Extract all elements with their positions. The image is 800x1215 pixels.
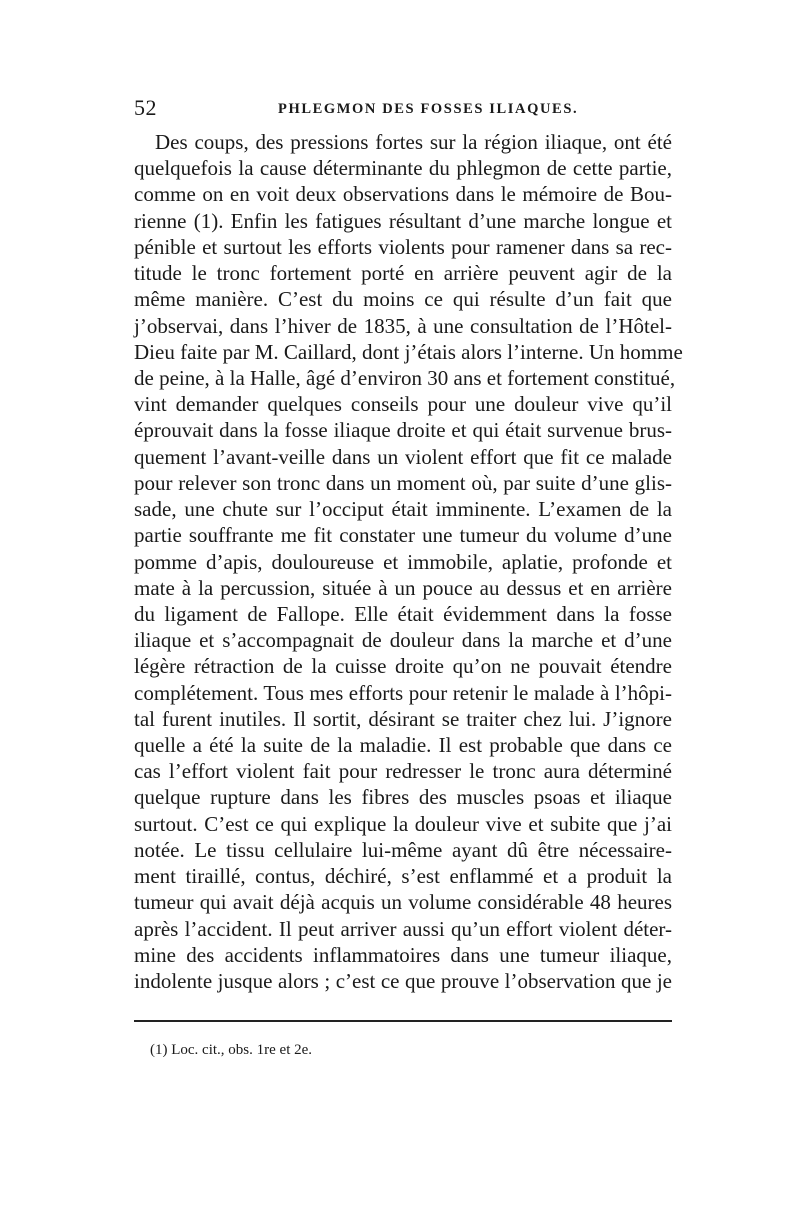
body-text [134, 129, 683, 994]
text-line: cas l’effort violent fait pour redresser le tronc aura déterminé [134, 759, 672, 784]
text-line: pomme d’apis, douloureuse et immobile, aplatie, profonde et [134, 549, 672, 574]
text-line: tal furent inutiles. Il sortit, désirant se traiter chez lui. J’ignore [134, 706, 672, 731]
text-line: titude le tronc fortement porté en arrière peuvent agir de la [134, 261, 672, 286]
text-line: de peine, à la Halle, âgé d’environ 30 ans et fortement constitué, [134, 365, 676, 390]
text-line: pour relever son tronc dans un moment où, par suite d’une glis- [134, 470, 672, 495]
text-line: j’observai, dans l’hiver de 1835, à une consultation de l’Hôtel- [134, 313, 672, 338]
footnote-rule [134, 1020, 672, 1022]
text-line: pénible et surtout les efforts violents pour ramener dans sa rec- [134, 234, 672, 259]
text-line: vint demander quelques conseils pour une douleur vive qu’il [134, 392, 672, 417]
text-line: quelque rupture dans les fibres des muscles psoas et iliaque [134, 785, 672, 810]
running-title: PHLEGMON DES FOSSES ILIAQUES. [278, 101, 579, 117]
text-line: complétement. Tous mes efforts pour retenir le malade à l’hôpi- [134, 680, 672, 705]
text-line: même manière. C’est du moins ce qui résulte d’un fait que [134, 287, 672, 312]
text-line: notée. Le tissu cellulaire lui-même ayant dû être nécessaire- [134, 837, 672, 862]
text-line: indolente jusque alors ; c’est ce que prouve l’observation que je [134, 969, 672, 993]
text-line: mine des accidents inflammatoires dans une tumeur iliaque, [134, 942, 672, 967]
text-line: sade, une chute sur l’occiput était imminente. L’examen de la [134, 497, 672, 522]
text-line: après l’accident. Il peut arriver aussi qu’un effort violent déter- [134, 916, 672, 941]
text-line: quelle a été la suite de la maladie. Il est probable que dans ce [134, 733, 672, 758]
text-line: légère rétraction de la cuisse droite qu’on ne pouvait étendre [134, 654, 672, 679]
text-line: Des coups, des pressions fortes sur la région iliaque, ont été [155, 130, 672, 154]
text-line: du ligament de Fallope. Elle était évidemment dans la fosse [134, 601, 672, 626]
text-line: tumeur qui avait déjà acquis un volume considérable 48 heures [134, 890, 672, 915]
text-line: éprouvait dans la fosse iliaque droite et qui était survenue brus- [134, 418, 672, 443]
text-line: rienne (1). Enfin les fatigues résultant d’une marche longue et [134, 208, 672, 233]
text-line: quelquefois la cause déterminante du phlegmon de cette partie, [134, 156, 672, 181]
text-line: surtout. C’est ce qui explique la douleur vive et subite que j’ai [134, 811, 672, 836]
text-line: partie souffrante me fit constater une tumeur du volume d’une [134, 523, 672, 548]
footnote: (1) Loc. cit., obs. 1re et 2e. [150, 1042, 313, 1058]
running-head [134, 96, 672, 120]
page-number: 52 [134, 95, 157, 120]
text-line: Dieu faite par M. Caillard, dont j’étais alors l’interne. Un homme [134, 339, 683, 364]
text-line: quement l’avant-veille dans un violent effort que fit ce malade [134, 444, 672, 469]
text-line: iliaque et s’accompagnait de douleur dans la marche et d’une [134, 628, 672, 653]
text-line: mate à la percussion, située à un pouce au dessus et en arrière [134, 575, 672, 600]
text-line: comme on en voit deux observations dans le mémoire de Bou- [134, 182, 672, 207]
text-line: ment tiraillé, contus, déchiré, s’est enflammé et a produit la [134, 864, 672, 889]
